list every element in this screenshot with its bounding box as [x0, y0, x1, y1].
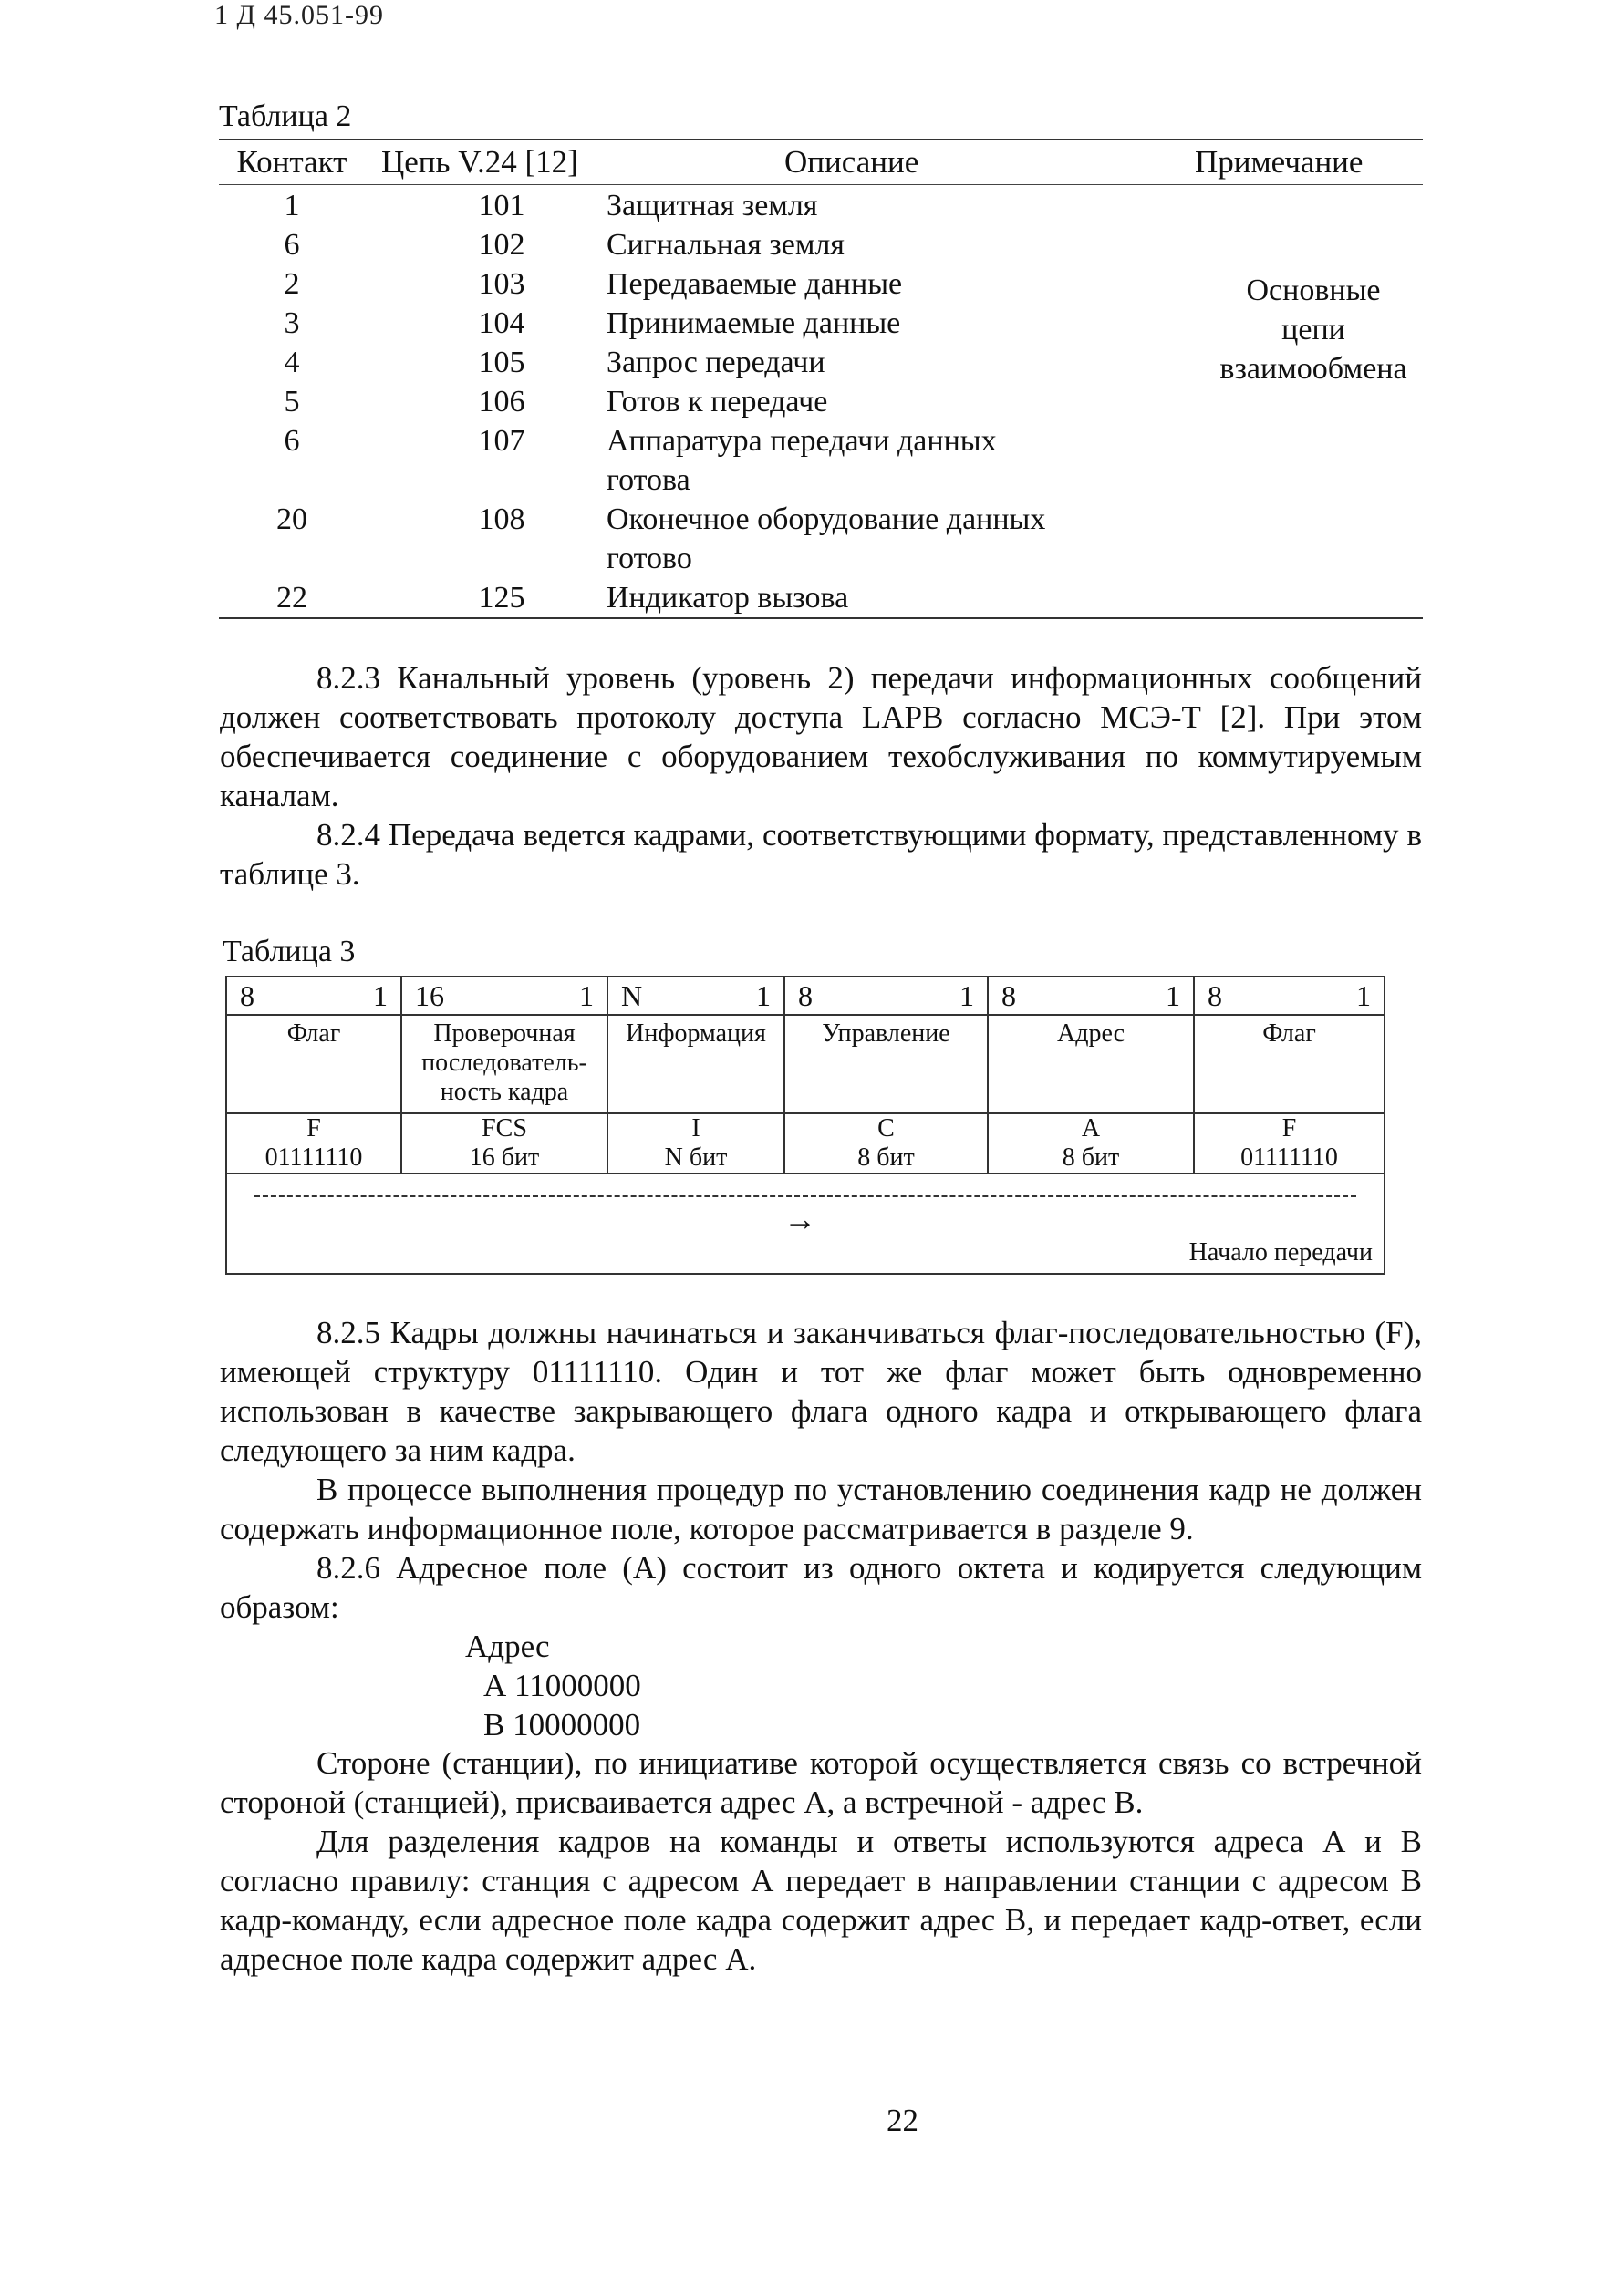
cell-contact: 3: [284, 306, 300, 340]
cell-contact: 22: [276, 581, 307, 615]
header-circuit: Цепь V.24 [12]: [381, 144, 578, 180]
cell-description: Индикатор вызова: [607, 581, 849, 615]
field-name: Адрес: [1056, 1019, 1125, 1048]
cell-contact: 4: [284, 346, 300, 379]
field-abbr: A: [1081, 1114, 1101, 1143]
frame-field-flag-opening: [1195, 977, 1384, 1173]
field-abbr: F: [1281, 1114, 1297, 1143]
table2-caption: Таблица 2: [219, 99, 352, 133]
bits-low: 1: [959, 979, 974, 1012]
bits-high: 8: [1001, 979, 1016, 1012]
cell-description: Защитная земля: [607, 189, 818, 222]
address-b: В 10000000: [483, 1707, 641, 1743]
note-line: цепи: [1281, 313, 1345, 346]
paragraph-8-2-3: 8.2.3 Канальный уровень (уровень 2) передачи информационных сообщений должен соответствовать протоколу доступа LAPB согласно МСЭ-Т [2]. При этом обеспечивается соединение с оборудованием техобслуживания по коммутируемым каналам.: [220, 660, 1422, 813]
table2-header: [219, 140, 1423, 185]
cell-description: Оконечное оборудование данных: [607, 502, 1046, 536]
paragraph-block-2: [220, 1313, 1422, 1627]
field-abbr: FCS: [482, 1114, 527, 1143]
table2-body: [219, 185, 1423, 619]
paragraph-command-response: Для разделения кадров на команды и ответы используются адреса А и В согласно правилу: станция с адресом А передает в направлении станции с адресом В кадр-команду, если адресное поле кадра содержит адрес В, и передает кадр-ответ, если адресное поле кадра содержит адрес А.: [220, 1824, 1422, 1977]
note-main-circuits: [1122, 271, 1505, 388]
cell-description: Сигнальная земля: [607, 228, 845, 262]
field-name: Флаг: [286, 1019, 341, 1048]
right-arrow-icon: →: [783, 1201, 816, 1237]
table-row-continuation: [219, 538, 1423, 577]
bits-high: 16: [415, 979, 444, 1012]
cell-contact: 6: [284, 424, 300, 458]
cell-circuit: 105: [478, 346, 525, 379]
bits-low: 1: [1356, 979, 1371, 1012]
field-length: 16 бит: [411, 1143, 597, 1174]
cell-contact: 20: [276, 502, 307, 536]
cell-circuit: 102: [478, 228, 525, 262]
transmission-direction-row: [227, 1173, 1384, 1275]
table-row: [219, 499, 1423, 538]
cell-description: Готов к передаче: [607, 385, 828, 419]
bits-low: 1: [373, 979, 388, 1012]
cell-description: Аппаратура передачи данных: [607, 424, 997, 458]
field-name: Информация: [626, 1019, 766, 1048]
cell-contact: 6: [284, 228, 300, 262]
cell-contact: 1: [284, 189, 300, 222]
cell-circuit: 106: [478, 385, 525, 419]
field-name: Флаг: [1262, 1019, 1316, 1048]
field-length: 8 бит: [998, 1143, 1184, 1174]
page-number: 22: [887, 2103, 918, 2138]
cell-circuit: 108: [478, 502, 525, 536]
table-row: [219, 420, 1423, 460]
bits-high: N: [621, 979, 643, 1012]
header-contact: Контакт: [236, 144, 347, 180]
cell-description: Принимаемые данные: [607, 306, 901, 340]
paragraph-block-3: [220, 1743, 1422, 1979]
table3-frame-format: [225, 976, 1385, 1275]
cell-description-cont: готово: [607, 542, 692, 575]
note-line: взаимообмена: [1219, 352, 1407, 386]
field-length: N бит: [617, 1143, 774, 1174]
paragraph-8-2-4: 8.2.4 Передача ведется кадрами, соответствующими формату, представленному в таблице 3.: [220, 817, 1422, 892]
frame-field-fcs: [402, 977, 608, 1173]
cell-description: Запрос передачи: [607, 346, 825, 379]
bits-low: 1: [1166, 979, 1180, 1012]
cell-circuit: 103: [478, 267, 525, 301]
cell-contact: 5: [284, 385, 300, 419]
header-description: Описание: [784, 144, 919, 180]
table-row-continuation: [219, 460, 1423, 499]
table-row: [219, 185, 1423, 224]
field-name: Управление: [822, 1019, 950, 1048]
frame-field-flag-closing: [227, 977, 402, 1173]
field-name: Проверочная последователь-ность кадра: [421, 1019, 587, 1106]
field-abbr: C: [877, 1114, 895, 1143]
field-abbr: F: [306, 1114, 321, 1143]
paragraph-8-2-6: 8.2.6 Адресное поле (А) состоит из одного октета и кодируется следующим образом:: [220, 1550, 1422, 1625]
cell-description: Передаваемые данные: [607, 267, 903, 301]
bits-low: 1: [579, 979, 594, 1012]
bits-high: 8: [240, 979, 254, 1012]
address-a: А 11000000: [483, 1668, 641, 1703]
document-code: 1 Д 45.051-99: [214, 0, 384, 30]
field-length: 01111110: [1204, 1143, 1374, 1174]
table2: [219, 139, 1423, 619]
paragraph-block-1: [220, 658, 1422, 894]
cell-circuit: 125: [478, 581, 525, 615]
note-line: Основные: [1246, 274, 1381, 307]
cell-circuit: 107: [478, 424, 525, 458]
bits-high: 8: [798, 979, 813, 1012]
paragraph-8-2-5: 8.2.5 Кадры должны начинаться и заканчиваться флаг-последовательностью (F), имеющей структуру 01111110. Один и тот же флаг может быть одновременно использован в качестве закрывающего флага одного кадра и открывающего флага следующего за ним кадра.: [220, 1315, 1422, 1468]
bits-low: 1: [756, 979, 771, 1012]
frame-field-information: [608, 977, 785, 1173]
field-abbr: I: [691, 1114, 700, 1143]
table3-caption: Таблица 3: [223, 935, 356, 968]
transmission-start-label: Начало передачи: [1188, 1238, 1373, 1267]
dashed-line: [254, 1195, 1356, 1197]
header-note: Примечание: [1195, 144, 1364, 180]
cell-circuit: 104: [478, 306, 525, 340]
address-title: Адрес: [465, 1629, 550, 1664]
paragraph-8-2-5-cont: В процессе выполнения процедур по установлению соединения кадр не должен содержать информационное поле, которое рассматривается в разделе 9.: [220, 1472, 1422, 1546]
bits-high: 8: [1208, 979, 1222, 1012]
field-length: 8 бит: [794, 1143, 978, 1174]
cell-circuit: 101: [478, 189, 525, 222]
frame-field-address: [989, 977, 1195, 1173]
paragraph-station-side: Стороне (станции), по инициативе которой осуществляется связь со встречной стороной (станцией), присваивается адрес А, а встречной - адрес В.: [220, 1745, 1422, 1820]
table-row: [219, 577, 1423, 616]
cell-contact: 2: [284, 267, 300, 301]
table-row: [219, 224, 1423, 264]
cell-description-cont: готова: [607, 463, 690, 497]
field-length: 01111110: [236, 1143, 391, 1174]
frame-field-control: [785, 977, 989, 1173]
